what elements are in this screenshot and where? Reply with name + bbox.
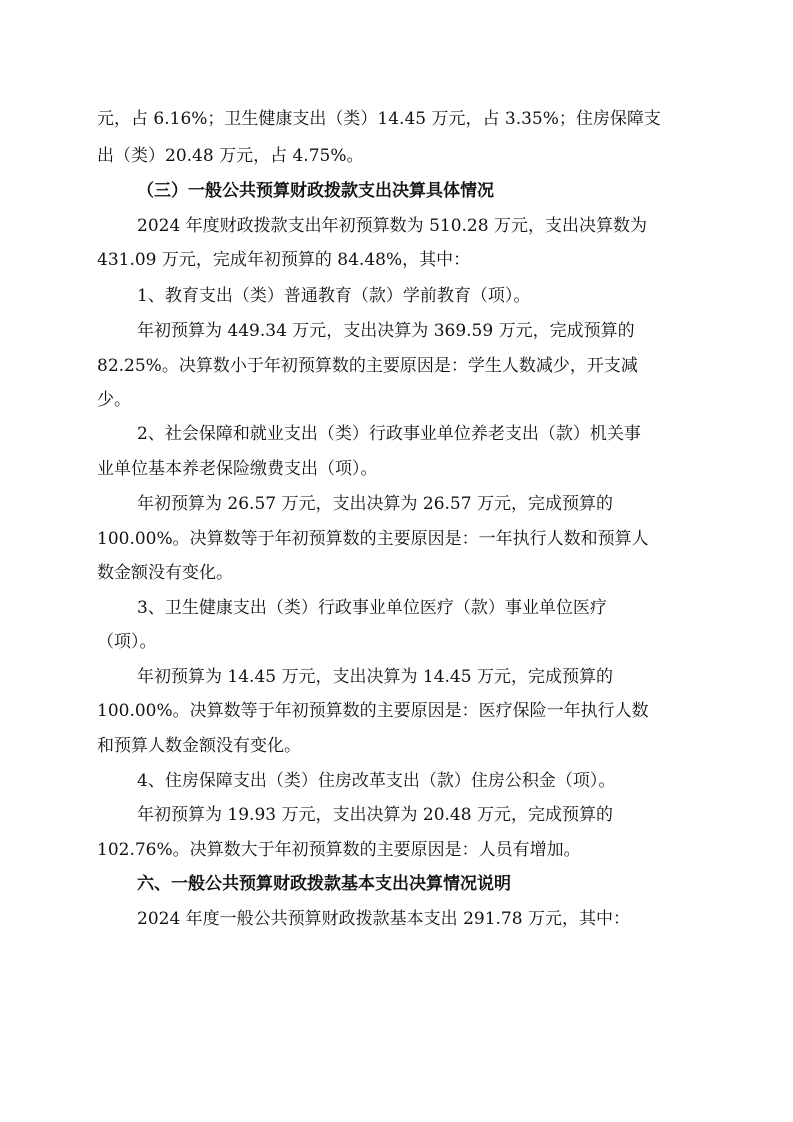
text-line: 431.09 万元，完成年初预算的 84.48%，其中： bbox=[97, 250, 471, 270]
text-line: 2024 年度财政拨款支出年初预算数为 510.28 万元，支出决算数为 bbox=[137, 216, 647, 236]
list-item: 3、卫生健康支出（类）行政事业单位医疗（款）事业单位医疗 bbox=[137, 598, 607, 618]
text-line: 数金额没有变化。 bbox=[97, 563, 233, 583]
text-line: 元，占 6.16%；卫生健康支出（类）14.45 万元，占 3.35%；住房保障支 bbox=[97, 109, 661, 129]
text-line: 出（类）20.48 万元，占 4.75%。 bbox=[97, 146, 364, 166]
text-line: 年初预算为 14.45 万元，支出决算为 14.45 万元，完成预算的 bbox=[137, 667, 613, 687]
text-line: 年初预算为 449.34 万元，支出决算为 369.59 万元，完成预算的 bbox=[137, 321, 635, 341]
list-item: 2、社会保障和就业支出（类）行政事业单位养老支出（款）机关事 bbox=[137, 424, 641, 444]
text-line: （项）。 bbox=[97, 632, 157, 652]
text-line: 年初预算为 26.57 万元，支出决算为 26.57 万元，完成预算的 bbox=[137, 494, 613, 514]
text-line: 少。 bbox=[97, 390, 131, 410]
list-item: 1、教育支出（类）普通教育（款）学前教育（项）。 bbox=[137, 286, 531, 306]
text-line: 年初预算为 19.93 万元，支出决算为 20.48 万元，完成预算的 bbox=[137, 805, 613, 825]
section-heading: 六、一般公共预算财政拨款基本支出决算情况说明 bbox=[137, 874, 511, 894]
section-heading: （三）一般公共预算财政拨款支出决算具体情况 bbox=[137, 181, 494, 201]
text-line: 82.25%。决算数小于年初预算数的主要原因是：学生人数减少，开支减 bbox=[97, 356, 638, 376]
text-line: 100.00%。决算数等于年初预算数的主要原因是：一年执行人数和预算人 bbox=[97, 529, 649, 549]
text-line: 和预算人数金额没有变化。 bbox=[97, 736, 301, 756]
text-line: 业单位基本养老保险缴费支出（项）。 bbox=[97, 459, 378, 479]
text-line: 100.00%。决算数等于年初预算数的主要原因是：医疗保险一年执行人数 bbox=[97, 701, 649, 721]
text-line: 2024 年度一般公共预算财政拨款基本支出 291.78 万元，其中： bbox=[137, 909, 630, 929]
list-item: 4、住房保障支出（类）住房改革支出（款）住房公积金（项）。 bbox=[137, 771, 616, 791]
text-line: 102.76%。决算数大于年初预算数的主要原因是：人员有增加。 bbox=[97, 840, 581, 860]
